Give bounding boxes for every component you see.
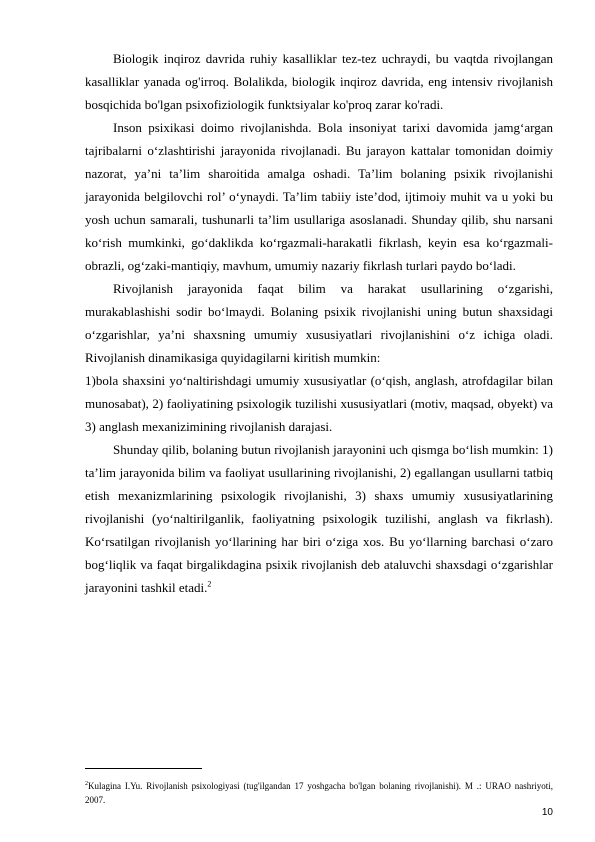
footnote-separator: [85, 768, 202, 769]
page-number: 10: [541, 807, 553, 818]
paragraph-dynamics-list: 1)bola shaxsini yo‘naltirishdagi umumiy xususiyatlar (o‘qish, anglash, atrofdagilar bilan munosabat), 2) faoliyatining psixologik tuzilishi xususiyatlari (motiv, maqsad, obyekt) va 3) anglash mexanizimining rivojlanish darajasi.: [85, 373, 553, 434]
footnote-text: Kulagina I.Yu. Rivojlanish psixologiyasi (tug'ilgandan 17 yoshgacha bo'lgan bolaning rivojlanishi). M .: URAO nashriyoti, 2007.: [85, 781, 553, 805]
paragraph-three-parts-text: Shunday qilib, bolaning butun rivojlanish jarayonini uch qismga bo‘lish mumkin: 1) ta’lim jarayonida bilim va faoliyat usullarining rivojlanishi, 2) egallangan usullarni tatbiq etish mexanizmlarining psixologik rivojlanishi, 3) shaxs umumiy xususiyatlarining rivojlanishi (yo‘naltirilganlik, faoliyatning psixologik tuzilishi, anglash va fikrlash). Ko‘rsatilgan rivojlanish yo‘llarining har biri o‘ziga xos. Bu yo‘llarning barchasi o‘zaro bog‘liqlik va faqat birgalikdagina psixik rivojlanish deb ataluvchi shaxsdagi o‘zgarishlar jarayonini tashkil etadi.: [85, 442, 553, 595]
footnote-reference[interactable]: 2: [207, 579, 212, 589]
footnote-marker: 2: [85, 781, 88, 787]
paragraph-human-psyche: Inson psixikasi doimo rivojlanishda. Bola insoniyat tarixi davomida jamg‘argan tajribalarni o‘zlashtirishi jarayonida rivojlanadi. Bu jarayon kattalar tomonidan doimiy nazorat, ya’ni ta’lim sharoitida amalga oshadi. Ta’lim bolaning psixik rivojlanishi jarayonida belgilovchi rol’ o‘ynaydi. Ta’lim tabiiy iste’dod, ijtimoiy muhit va u yoki bu yosh uchun samarali, tushunarli ta’lim usullariga asoslanadi. Shunday qilib, shu narsani ko‘rish mumkinki, go‘daklikda ko‘rgazmali-harakatli fikrlash, keyin esa ko‘rgazmali-obrazli, og‘zaki-mantiqiy, mavhum, umumiy nazariy fikrlash turlari paydo bo‘ladi.: [85, 120, 553, 273]
document-body: [85, 47, 553, 599]
footnote: [85, 779, 553, 807]
paragraph-biological-crisis: Biologik inqiroz davrida ruhiy kasalliklar tez-tez uchraydi, bu vaqtda rivojlangan kasalliklar yanada og'irroq. Bolalikda, biologik inqiroz davrida, eng intensiv rivojlanish bosqichida bo'lgan psixofiziologik funktsiyalar ko'proq zarar ko'radi.: [85, 51, 553, 112]
paragraph-development-process: Rivojlanish jarayonida faqat bilim va harakat usullarining o‘zgarishi, murakablashishi sodir bo‘lmaydi. Bolaning psixik rivojlanishi uning butun shaxsidagi o‘zgarishlar, ya’ni shaxsning umumiy xususiyatlari rivojlanishini o‘z ichiga oladi. Rivojlanish dinamikasiga quyidagilarni kiritish mumkin:: [85, 281, 553, 365]
paragraph-three-parts: [85, 438, 553, 599]
